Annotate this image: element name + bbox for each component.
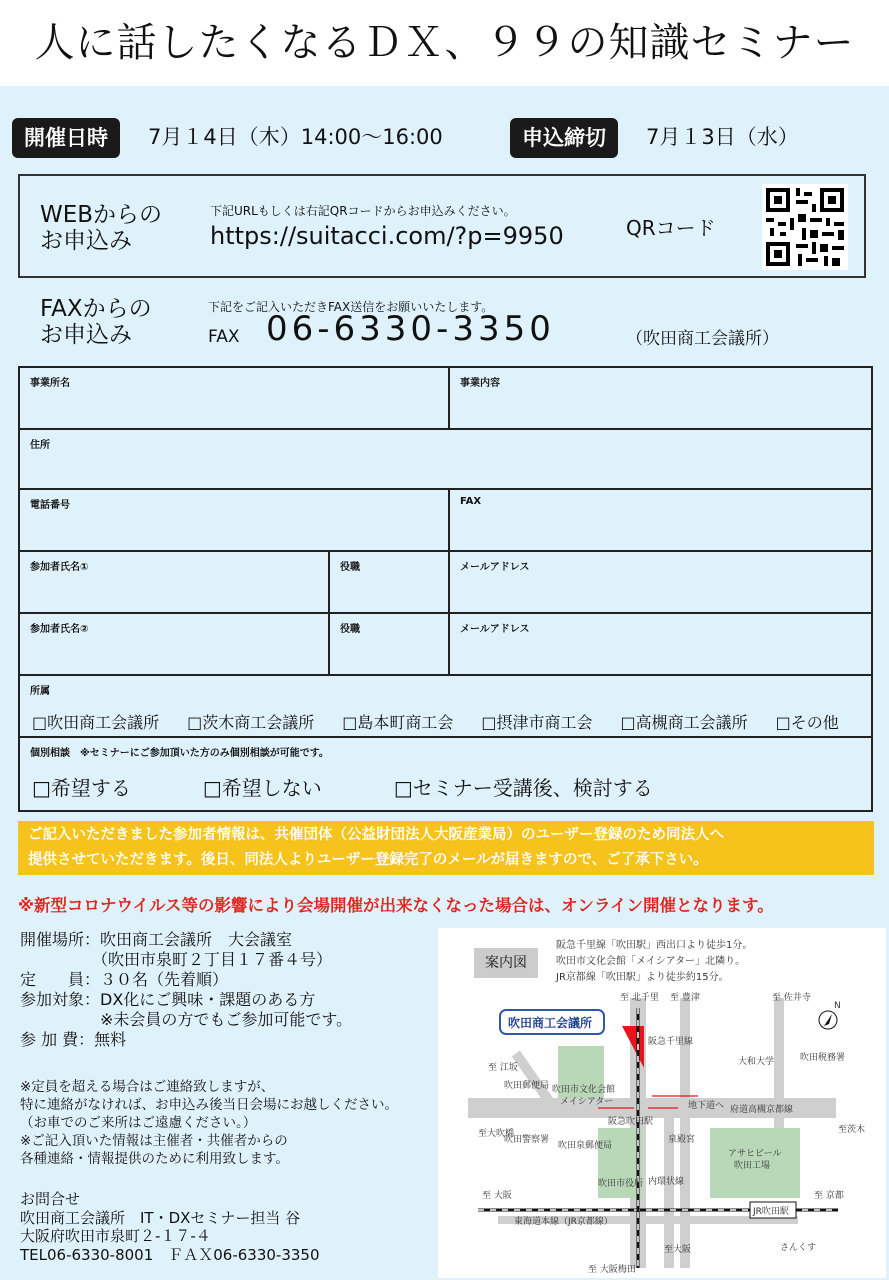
contact-phone-fax: TEL06-6330-8001 ＦＡＸ06-6330-3350 (20, 1245, 320, 1264)
consult-row (20, 738, 871, 810)
fax-org: （吹田商工会議所） (626, 329, 779, 349)
event-details (20, 930, 352, 1050)
label-sen-dono: 泉殿宮 (668, 1135, 696, 1145)
label-mei-theater-1: 吹田市文化会館 (552, 1085, 616, 1095)
company-field[interactable] (20, 368, 448, 428)
label-jr-suita: JR吹田駅 (753, 1207, 789, 1217)
detail-venue: 開催場所：吹田商工会議所 大会議室 (20, 930, 293, 949)
consult-options (32, 772, 653, 801)
road-esaka (512, 1051, 555, 1106)
consult-label-group (30, 744, 329, 759)
label-hankyu-suita: 阪急吹田駅 (608, 1117, 654, 1127)
affiliation-checkbox-shimamoto[interactable]: □島本町商工会 (342, 713, 454, 732)
label-post-office: 吹田郵便局 (504, 1081, 550, 1091)
label-esaka: 至 江坂 (488, 1063, 518, 1073)
web-note: 下記URLもしくは右記QRコードからお申込みください。 (210, 204, 516, 218)
north-label: N (834, 1001, 841, 1011)
label-ibaraki: 至茨木 (838, 1125, 866, 1135)
map-directions (556, 938, 752, 986)
label-toyotsu: 至 豊津 (670, 993, 700, 1003)
notice-line1: ご記入いただきました参加者情報は、共催団体（公益財団法人大阪産業局）のユーザー登録のため同法人へ (28, 827, 724, 843)
affiliation-checkbox-other[interactable]: □その他 (775, 713, 839, 732)
detail-address: （吹田市泉町２丁目１７番４号） (20, 950, 333, 969)
label-mei-theater-2: メイシアター (560, 1097, 614, 1107)
note-line: ※定員を超える場合はご連絡致しますが、 (20, 1079, 275, 1095)
detail-target: 参加対象：DX化にご興味・課題のある方 (20, 990, 316, 1009)
participant1-position-field[interactable] (328, 552, 448, 612)
participant1-name-field[interactable] (20, 552, 330, 612)
affiliation-checkbox-ibaraki[interactable]: □茨木商工会議所 (187, 713, 315, 732)
consult-checkbox-no[interactable]: □希望しない (202, 776, 322, 800)
email2-label: メールアドレス (460, 624, 530, 635)
phone-field[interactable] (20, 490, 448, 550)
fax-field-label: FAX (460, 496, 482, 507)
contact-heading: お問合せ (20, 1190, 81, 1208)
direction-line: 吹田市文化会館「メイシアター」北隣り。 (556, 956, 746, 967)
position2-label: 役職 (340, 624, 360, 635)
venue-name: 吹田商工会議所 (508, 1016, 593, 1030)
fax-note: 下記をご記入いただきFAX送信をお願いいたします。 (208, 300, 494, 314)
date-label: 開催日時 (12, 118, 120, 158)
map-label: 案内図 (474, 948, 538, 978)
email1-label: メールアドレス (460, 562, 530, 573)
notice-line2: 提供させていただきます。後日、同法人よりユーザー登録完了のメールが届きますので、ご了承下さい。 (28, 852, 708, 868)
participant1-label: 参加者氏名① (30, 562, 89, 573)
participant1-email-field[interactable] (448, 552, 875, 612)
consult-note: ※セミナーにご参加頂いた方のみ個別相談が可能です。 (80, 748, 329, 759)
affiliation-checkbox-takatsuki[interactable]: □高槻商工会議所 (620, 713, 748, 732)
fax-label (40, 296, 152, 348)
web-application-box (18, 174, 866, 278)
address-label: 住所 (30, 440, 50, 451)
qr-code-icon[interactable] (762, 184, 848, 270)
label-osaka: 至 大阪 (482, 1191, 512, 1201)
label-naikan-line: 内環状線 (648, 1177, 685, 1187)
contact-address: 大阪府吹田市泉町２-１７-４ (20, 1227, 211, 1245)
contact-department: 吹田商工会議所 IT・DXセミナー担当 谷 (20, 1208, 301, 1227)
attendance-notes (20, 1078, 398, 1168)
label-city-hall: 吹田市役所 (598, 1179, 644, 1189)
label-asahi-1: アサヒビール (728, 1149, 782, 1159)
direction-line: JR京都線「吹田駅」より徒歩約15分。 (556, 972, 729, 983)
address-field[interactable] (20, 430, 871, 490)
label-tokaido: 東海道本線（JR京都線） (514, 1217, 613, 1227)
fax-label-line1: FAXからの (40, 296, 152, 322)
label-hankyu-senri-line: 阪急千里線 (648, 1037, 694, 1047)
label-tax-office: 吹田税務署 (800, 1053, 846, 1063)
deadline-label: 申込締切 (510, 118, 618, 158)
direction-line: 阪急千里線「吹田駅」西出口より徒歩1分。 (556, 940, 753, 951)
label-sankusu: さんくす (780, 1243, 817, 1253)
label-ohsuita: 至大吹橋 (478, 1129, 515, 1139)
label-osaka-south: 至大阪 (664, 1245, 692, 1255)
map-drawing (438, 988, 886, 1278)
detail-target-note: ※未会員の方でもご参加可能です。 (20, 1010, 353, 1029)
web-label-line2: お申込み (40, 228, 132, 254)
participant2-name-field[interactable] (20, 614, 330, 674)
affiliation-options (32, 710, 839, 733)
note-line: ※ご記入頂いた情報は主催者・共催者からの (20, 1133, 288, 1149)
web-url-link[interactable]: https://suitacci.com/?p=9950 (210, 222, 564, 250)
consult-checkbox-later[interactable]: □セミナー受講後、検討する (393, 776, 653, 800)
detail-fee: 参 加 費：無料 (20, 1030, 127, 1049)
fax-label-line2: お申込み (40, 322, 132, 348)
fax-prefix: FAX (208, 327, 240, 347)
page-title: 人に話したくなるＤＸ、９９の知識セミナー (0, 0, 889, 86)
affiliation-label: 所属 (30, 686, 50, 697)
company-label: 事業所名 (30, 378, 70, 389)
label-kita-senri: 至 北千里 (620, 993, 659, 1003)
label-police: 吹田警察署 (504, 1135, 550, 1145)
consult-label: 個別相談 (30, 748, 70, 759)
business-field[interactable] (448, 368, 875, 428)
privacy-notice (18, 821, 874, 875)
note-line: 各種連絡・情報提供のために利用致します。 (20, 1151, 289, 1167)
label-underpass: 地下道へ (688, 1101, 725, 1111)
affiliation-row (20, 676, 871, 738)
web-label (40, 202, 162, 254)
consult-checkbox-yes[interactable]: □希望する (32, 776, 131, 800)
participant2-email-field[interactable] (448, 614, 875, 674)
corona-note: ※新型コロナウイルス等の影響により会場開催が出来なくなった場合は、オンライン開催となります。 (18, 896, 774, 915)
access-map (438, 928, 886, 1278)
label-fuchu-road: 府道高槻京都線 (730, 1105, 794, 1115)
label-izumi-post: 吹田泉郵便局 (558, 1141, 613, 1151)
deadline-value: 7月１3日（水） (646, 125, 799, 149)
web-label-line1: WEBからの (40, 202, 163, 228)
qr-label: QRコード (626, 216, 716, 240)
date-value: 7月１4日（木）14:00〜16:00 (148, 125, 443, 149)
label-yamato-univ: 大和大学 (738, 1057, 775, 1067)
fax-number: 06-6330-3350 (266, 309, 555, 349)
north-needle (824, 1014, 832, 1026)
phone-label: 電話番号 (30, 500, 70, 511)
detail-capacity: 定 員：３０名（先着順） (20, 970, 229, 989)
label-kyoto: 至 京都 (814, 1191, 844, 1201)
label-sakuraji: 至 佐井寺 (772, 993, 811, 1003)
fax-field[interactable] (448, 490, 875, 550)
label-asahi-2: 吹田工場 (734, 1161, 771, 1171)
contact-info (20, 1190, 320, 1264)
application-form (18, 366, 873, 812)
position1-label: 役職 (340, 562, 360, 573)
affiliation-checkbox-suita[interactable]: □吹田商工会議所 (32, 713, 160, 732)
note-line: （お車でのご来所はご遠慮ください。） (20, 1115, 257, 1131)
participant2-label: 参加者氏名② (30, 624, 89, 635)
note-line: 特に連絡がなければ、お申込み後当日会場にお越しください。 (20, 1097, 398, 1113)
participant2-position-field[interactable] (328, 614, 448, 674)
business-label: 事業内容 (460, 378, 500, 389)
affiliation-checkbox-settsu[interactable]: □摂津市商工会 (481, 713, 593, 732)
label-umeda: 至 大阪梅田 (588, 1265, 636, 1275)
